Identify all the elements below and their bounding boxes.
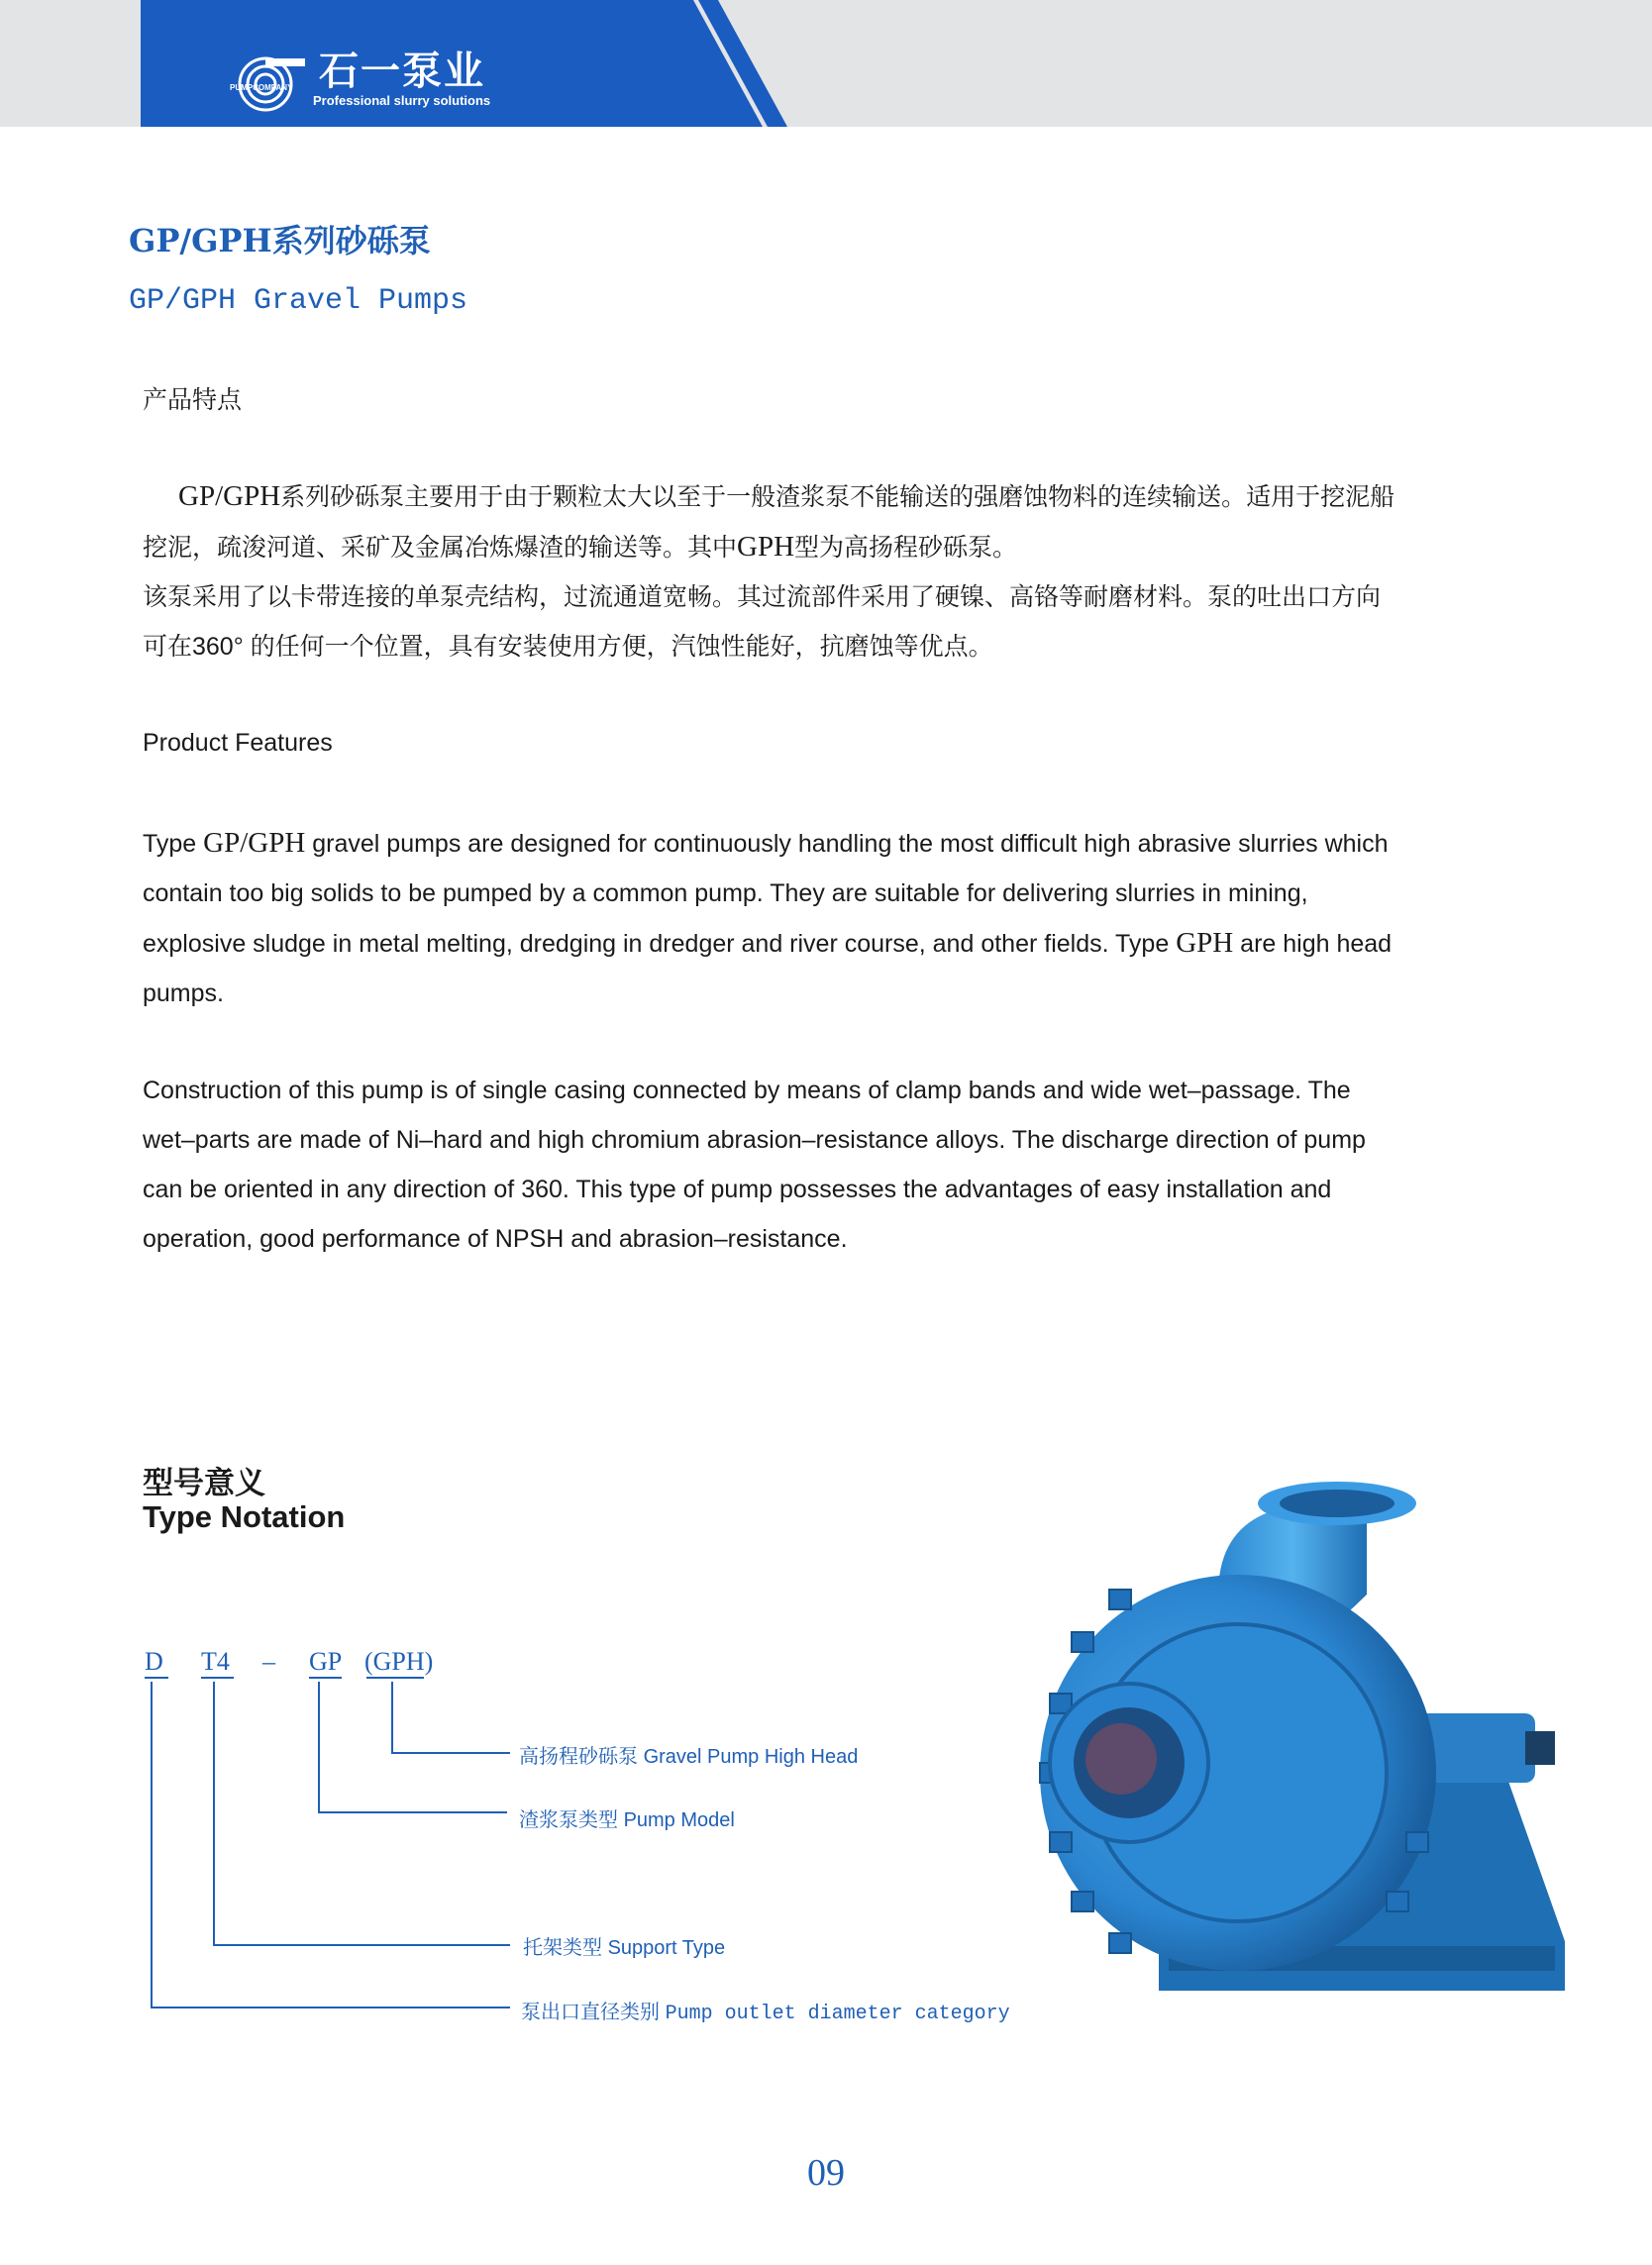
type-notation-heading-cn: 型号意义 — [143, 1466, 265, 1500]
logo-small-text: PUMPCOMPANY — [230, 83, 293, 92]
page-title-en: GP/GPH Gravel Pumps — [129, 284, 468, 318]
model-code: GPH — [1176, 927, 1234, 959]
notation-label-support-type: 托架类型 Support Type — [523, 1937, 726, 1959]
logo-tagline: Professional slurry solutions — [313, 93, 491, 108]
model-code: GPH — [737, 531, 795, 563]
page-title-cn: GP/GPH系列砂砾泵 — [129, 222, 431, 259]
features-heading-cn: 产品特点 — [143, 386, 243, 414]
type-notation-heading-en: Type Notation — [143, 1499, 346, 1534]
code-d: D — [145, 1647, 163, 1676]
code-gp: GP — [309, 1647, 343, 1676]
features-body-en-2: Construction of this pump is of single casing connected by means of clamp bands and wide wet–passage. The wet–parts are made of Ni–hard and high chromium abrasion–resistance alloys. The discharge direction of pump can be oriented in any direction of 360. This type of pump possesses the advantages of easy installation and operation, good performance of NPSH and abrasion–resistance. — [143, 1077, 1366, 1253]
notation-label-high-head: 高扬程砂砾泵 Gravel Pump High Head — [519, 1746, 859, 1768]
gravel-pump-image — [1010, 1476, 1565, 2030]
page-number: 09 — [807, 2152, 845, 2194]
notation-label-pump-model: 渣浆泵类型 Pump Model — [519, 1809, 735, 1831]
model-code: GP/GPH — [203, 827, 306, 859]
code-t4: T4 — [201, 1647, 230, 1676]
features-body-cn: GP/GPH系列砂砾泵主要用于由于颗粒太大以至于一般渣浆泵不能输送的强磨蚀物料的连续输送。适用于挖泥船 挖泥，疏浚河道、采矿及金属冶炼爆渣的输送等。其中GPH型为高扬程砂砾泵。 该泵采用了以卡带连接的单泵壳结构，过流通道宽畅。其过流部件采用了硬镍、高铬等耐磨材料。泵的吐出口方向 可在360° 的任何一个位置，具有安装使用方便，汽蚀性能好，抗磨蚀等优点。 — [143, 480, 1395, 661]
code-gph: (GPH) — [364, 1647, 434, 1676]
features-heading-en: Product Features — [143, 729, 333, 757]
code-dash: – — [262, 1647, 275, 1676]
features-body-en-1: Type GP/GPH gravel pumps are designed for continuously handling the most difficult high abrasive slurries which contain too big solids to be pumped by a common pump. They are suitable for delivering slurries in mining, explosive sludge in metal melting, dredging in dredger and river course, and other fields. Type GPH are high head pumps. — [143, 827, 1393, 1007]
notation-label-outlet: 泵出口直径类别 Pump outlet diameter category — [521, 2002, 1010, 2025]
model-code: GP/GPH — [178, 480, 281, 512]
logo-cn: 石一泵业 — [319, 48, 485, 94]
